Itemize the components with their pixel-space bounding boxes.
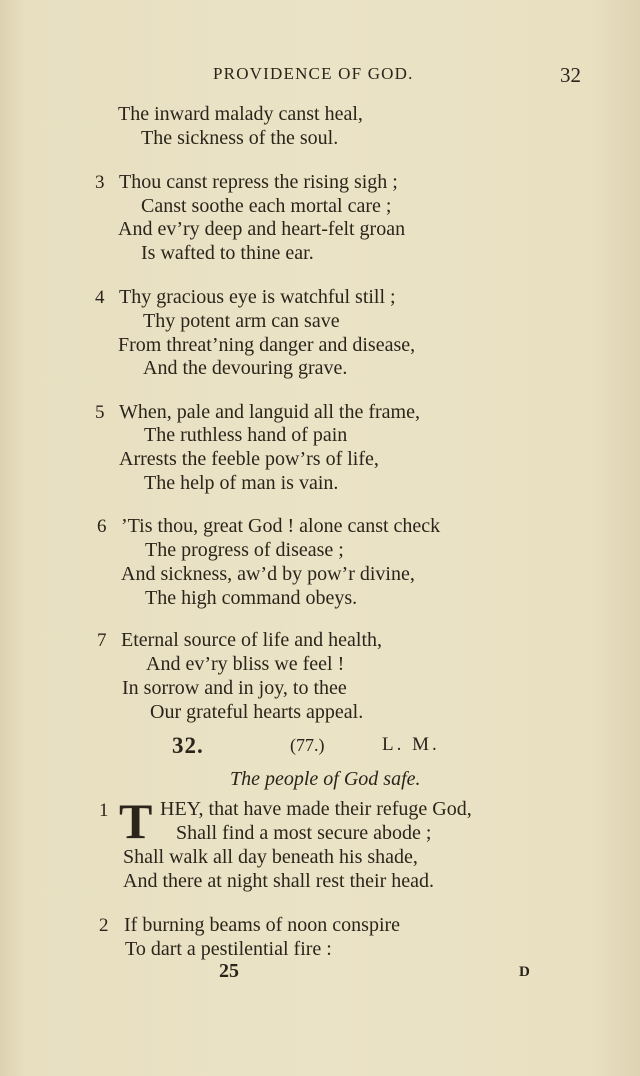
verse-line: In sorrow and in joy, to thee: [122, 677, 347, 699]
meter: L. M.: [382, 734, 440, 755]
verse-line: HEY, that have made their refuge God,: [160, 798, 472, 820]
verse-line: And ev’ry bliss we feel !: [146, 653, 345, 675]
verse-line: Thy gracious eye is watchful still ;: [119, 286, 396, 308]
verse-line: To dart a pestilential fire :: [125, 938, 332, 960]
stanza-number: 5: [95, 402, 105, 423]
running-title: PROVIDENCE OF GOD.: [213, 64, 414, 83]
page-number: 32: [560, 63, 581, 87]
signature-number: 25: [219, 960, 239, 982]
stanza-number: 2: [99, 915, 109, 936]
verse-line: The inward malady canst heal,: [118, 103, 363, 125]
verse-line: The progress of disease ;: [145, 539, 344, 561]
verse-line: The ruthless hand of pain: [144, 424, 348, 446]
stanza-number: 4: [95, 287, 105, 308]
stanza-number: 1: [99, 800, 109, 821]
verse-line: Shall find a most secure abode ;: [176, 822, 432, 844]
signature-letter: D: [519, 964, 530, 980]
verse-line: Thy potent arm can save: [143, 310, 340, 332]
verse-line: The help of man is vain.: [144, 472, 339, 494]
verse-line: Shall walk all day beneath his shade,: [123, 846, 418, 868]
verse-line: Eternal source of life and health,: [121, 629, 382, 651]
stanza-number: 6: [97, 516, 107, 537]
verse-line: And sickness, aw’d by pow’r divine,: [121, 563, 415, 585]
hymn-subtitle: The people of God safe.: [230, 768, 421, 790]
verse-line: Is wafted to thine ear.: [141, 242, 314, 264]
hymn-number: 32.: [172, 733, 204, 758]
verse-line: And there at night shall rest their head.: [123, 870, 435, 892]
verse-line: Arrests the feeble pow’rs of life,: [119, 448, 379, 470]
verse-line: The sickness of the soul.: [141, 127, 339, 149]
page-header: [0, 64, 640, 88]
verse-line: And the devouring grave.: [143, 357, 348, 379]
verse-line: Canst soothe each mortal care ;: [141, 195, 392, 217]
verse-line: Our grateful hearts appeal.: [150, 701, 364, 723]
verse-line: If burning beams of noon conspire: [124, 914, 401, 936]
verse-line: From threat’ning danger and disease,: [118, 334, 416, 356]
verse-line: Thou canst repress the rising sigh ;: [119, 171, 398, 193]
tune-number: (77.): [290, 735, 325, 755]
verse-line: And ev’ry deep and heart-felt groan: [118, 218, 406, 240]
drop-cap: T: [119, 793, 153, 849]
stanza-number: 7: [97, 630, 107, 651]
hymn-heading: [0, 733, 640, 759]
verse-line: When, pale and languid all the frame,: [119, 401, 420, 423]
verse-line: ’Tis thou, great God ! alone canst check: [121, 515, 441, 537]
stanza-number: 3: [95, 172, 105, 193]
verse-line: The high command obeys.: [145, 587, 358, 609]
